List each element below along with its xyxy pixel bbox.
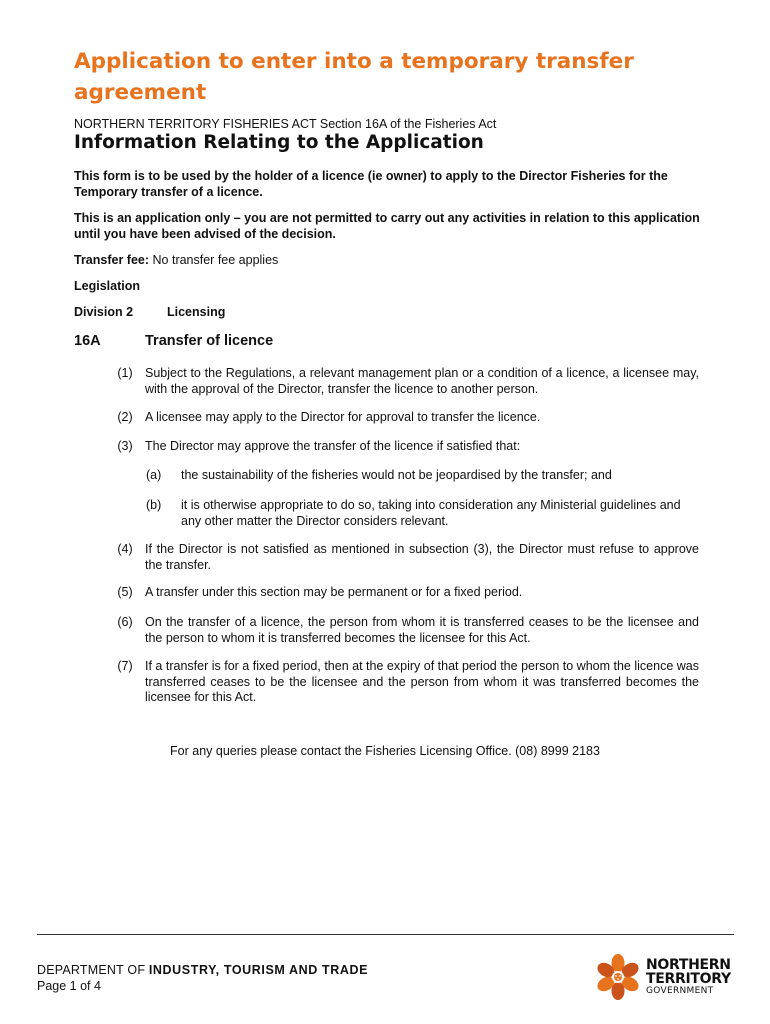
logo-center-dot [617,978,619,980]
division-row [74,305,374,319]
subclause-b [146,498,699,529]
clause-1 [109,366,699,397]
clause-text: A transfer under this section may be permanent or for a fixed period. [145,585,523,599]
transfer-fee-value: No transfer fee applies [152,253,279,267]
logo-center-dot [615,975,617,977]
transfer-fee [74,252,704,268]
subclause-text: the sustainability of the fisheries would not be jeopardised by the transfer; and [181,468,612,482]
clause-7 [109,659,699,706]
clause-text: If a transfer is for a fixed period, then at the expiry of that period the person to whom the licence was transferred ceases to be the licensee and the person from whom it was transferred becomes the licensee for this Act. [145,659,699,704]
subclause-a [146,468,699,484]
clause-5 [109,585,699,601]
clause-text: Subject to the Regulations, a relevant management plan or a condition of a licence, a licensee may, with the approval of the Director, transfer the licence to another person. [145,366,699,396]
legislation-label: Legislation [74,279,140,293]
logo-center-dot [619,975,621,977]
clause-6 [109,615,699,646]
clause-number: (4) [117,542,133,556]
intro-paragraph-2: This is an application only – you are not permitted to carry out any activities in relation to this application until you have been advised of the decision. [74,211,700,241]
page-number: Page 1 of 4 [37,979,101,993]
clause-number: (1) [117,366,133,380]
clause-3 [109,439,699,455]
contact-line: For any queries please contact the Fisheries Licensing Office. (08) 8999 2183 [170,744,600,758]
clause-text: A licensee may apply to the Director for approval to transfer the licence. [145,410,541,424]
division-title: Licensing [167,305,226,319]
footer-dept-prefix: DEPARTMENT OF [37,963,149,977]
nt-government-logo [594,952,739,1002]
document-subtitle: NORTHERN TERRITORY FISHERIES ACT Section 16A of the Fisheries Act [74,117,497,131]
subclause-number: (b) [146,498,162,512]
clause-number: (5) [117,585,133,599]
clause-text: If the Director is not satisfied as mentioned in subsection (3), the Director must refuse to approve the transfer. [145,542,699,572]
clause-number: (2) [117,410,133,424]
document-title: Application to enter into a temporary transfer agreement [74,49,634,105]
clause-number: (6) [117,615,133,629]
intro-paragraph-1: This form is to be used by the holder of a licence (ie owner) to apply to the Director Fisheries for the Temporary transfer of a licence. [74,169,668,199]
logo-wordmark [646,958,731,997]
subclause-text: it is otherwise appropriate to do so, taking into consideration any Ministerial guidelines and any other matter the Director considers relevant. [181,498,681,528]
section-16a-heading [74,333,274,349]
clause-2 [109,410,699,426]
clause-4 [109,542,699,573]
nt-government-flower-icon [594,952,644,1002]
logo-line-1: NORTHERN [646,957,731,973]
footer-dept-name: INDUSTRY, TOURISM AND TRADE [148,963,369,977]
footer-department [37,963,368,977]
clause-text: On the transfer of a licence, the person from whom it is transferred ceases to be the licensee and the person to whom it is transferred becomes the licensee for this Act. [145,615,699,645]
clause-number: (7) [117,659,133,673]
section-heading: Information Relating to the Application [74,132,484,153]
section-title: Transfer of licence [145,333,274,349]
division-label: Division 2 [74,305,134,319]
section-number: 16A [74,333,101,349]
clause-text: The Director may approve the transfer of the licence if satisfied that: [145,439,521,453]
subclause-number: (a) [146,468,162,482]
clause-number: (3) [117,439,133,453]
footer-divider [37,934,734,935]
logo-line-3: GOVERNMENT [646,986,714,996]
transfer-fee-label: Transfer fee: [74,253,150,267]
logo-line-2: TERRITORY [646,971,731,987]
